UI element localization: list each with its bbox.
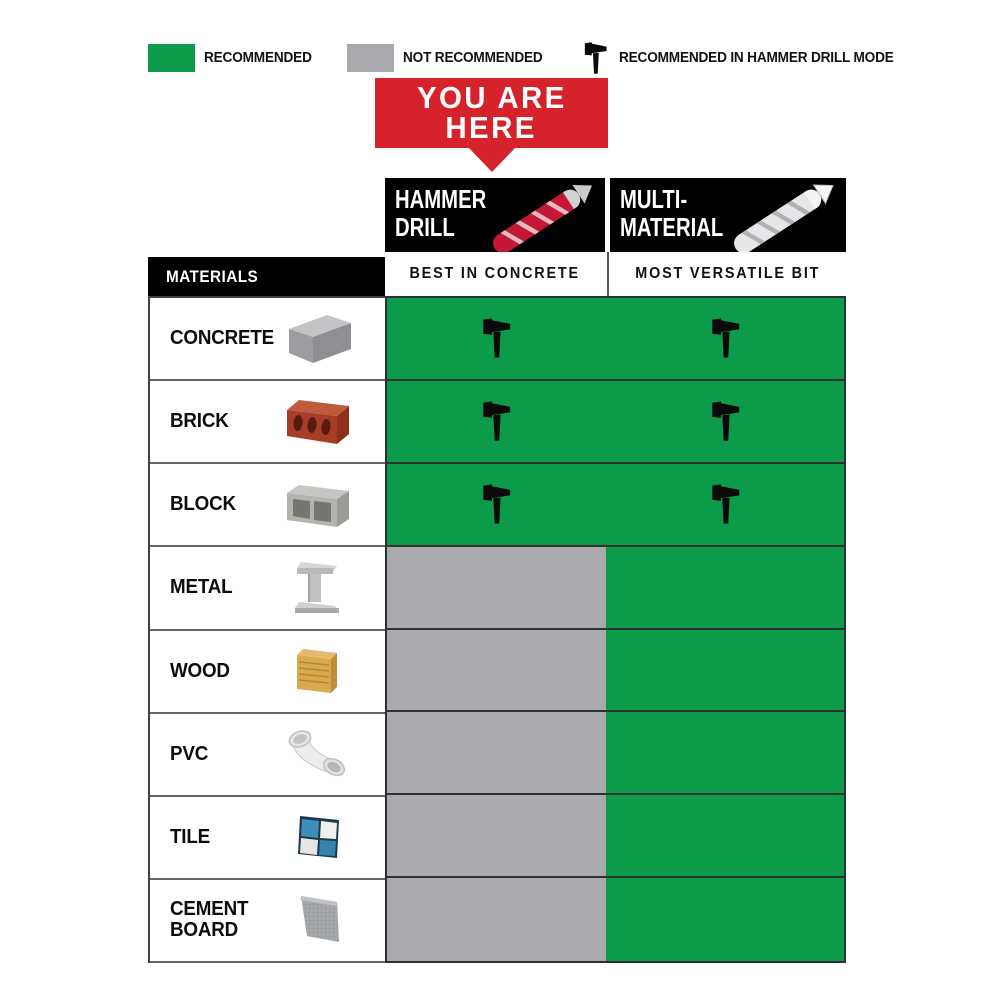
row-label: TILE [170, 825, 210, 848]
hammer-icon [481, 317, 512, 359]
brick-icon [281, 390, 357, 454]
white-multi-material-bit-icon [716, 178, 846, 252]
materials-header: MATERIALS [148, 257, 385, 296]
table-row [150, 880, 385, 963]
matrix-cell [387, 464, 606, 547]
banner-pointer-arrow [468, 147, 516, 172]
table-row [150, 464, 385, 547]
you-are-here-banner [375, 78, 608, 148]
banner-text-line1: YOU ARE [416, 80, 567, 115]
hammer-drill-column [385, 296, 608, 963]
legend-item-recommended [148, 44, 319, 72]
table-row [150, 381, 385, 464]
hammer-icon [710, 400, 741, 442]
i-beam-icon [281, 556, 357, 620]
column-header-hammer-drill [385, 178, 605, 252]
hammer-icon [583, 37, 608, 79]
matrix-cell [606, 878, 844, 961]
matrix-cell [606, 795, 844, 878]
legend-label: NOT RECOMMENDED [402, 50, 543, 66]
hammer-icon [710, 483, 741, 525]
hammer-icon [481, 400, 512, 442]
row-label: PVC [170, 742, 209, 765]
matrix-cell [387, 381, 606, 464]
multi-material-column [606, 296, 846, 963]
tile-icon [281, 805, 357, 869]
matrix-cell [387, 298, 606, 381]
row-label: BRICK [170, 410, 229, 433]
table-row [150, 547, 385, 630]
row-label: CONCRETE [170, 327, 275, 350]
legend [148, 34, 911, 82]
column-title: HAMMER DRILL [395, 184, 487, 242]
matrix-cell [606, 464, 844, 547]
matrix-cell [606, 547, 844, 630]
hammer-icon [710, 317, 741, 359]
pvc-pipe-icon [281, 722, 357, 786]
red-hammer-drill-bit-icon [475, 178, 605, 252]
legend-label: RECOMMENDED IN HAMMER DRILL MODE [619, 50, 894, 66]
legend-item-not-recommended [347, 44, 551, 72]
column-title: MULTI- MATERIAL [620, 184, 724, 242]
hammer-icon [481, 483, 512, 525]
table-row [150, 631, 385, 714]
table-row [150, 298, 385, 381]
table-row [150, 797, 385, 880]
matrix-cell [387, 878, 606, 961]
row-label: CEMENT BOARD [170, 898, 249, 942]
matrix-cell [387, 547, 606, 630]
cinder-block-icon [281, 473, 357, 537]
table-row [150, 714, 385, 797]
materials-column [148, 296, 385, 963]
legend-label: RECOMMENDED [204, 50, 312, 66]
matrix-cell [387, 795, 606, 878]
column-header-multi-material [610, 178, 846, 252]
cement-board-icon [281, 888, 357, 952]
subtitle-hammer-drill: BEST IN CONCRETE [409, 265, 581, 282]
legend-item-hammer-mode [583, 37, 911, 79]
row-label: WOOD [170, 659, 230, 682]
row-label: METAL [170, 576, 233, 599]
green-swatch-icon [148, 44, 195, 72]
subtitle-multi-material: MOST VERSATILE BIT [635, 265, 821, 282]
row-label: BLOCK [170, 493, 236, 516]
matrix-cell [606, 381, 844, 464]
matrix-cell [387, 712, 606, 795]
wood-block-icon [281, 639, 357, 703]
matrix-cell [606, 712, 844, 795]
concrete-block-icon [281, 307, 357, 371]
column-divider [607, 252, 609, 296]
matrix-cell [606, 298, 844, 381]
gray-swatch-icon [347, 44, 394, 72]
banner-text-line2: HERE [445, 110, 538, 145]
matrix-cell [606, 630, 844, 713]
matrix-cell [387, 630, 606, 713]
